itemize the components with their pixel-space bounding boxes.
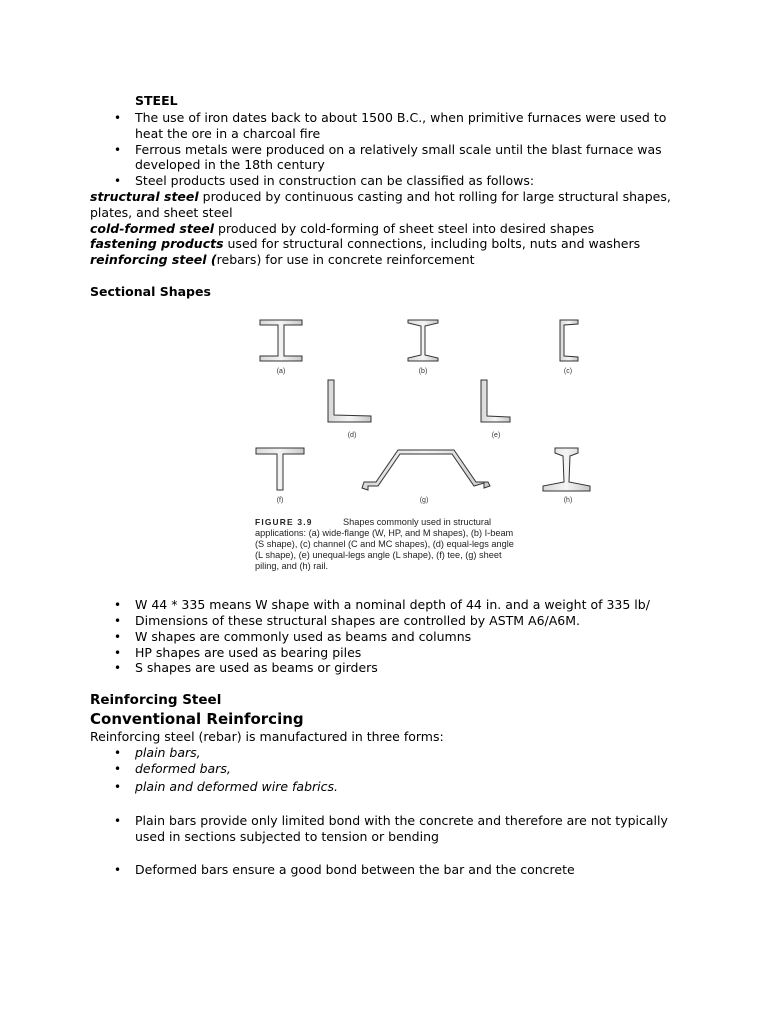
bullet-icon: • xyxy=(114,143,122,157)
steel-bullet-1: The use of iron dates back to about 1500 B.C., when primitive furnaces were used to xyxy=(135,110,667,125)
term: cold-formed steel xyxy=(90,221,215,236)
bullet-icon: • xyxy=(114,814,122,828)
tee-shape xyxy=(256,448,304,490)
bullet-icon: • xyxy=(114,598,122,612)
deformed-bars-note: Deformed bars ensure a good bond between the bar and the concrete xyxy=(135,862,575,877)
figure-label-h: (h) xyxy=(563,497,573,504)
unequal-angle-shape xyxy=(481,380,510,422)
form-item: deformed bars, xyxy=(135,761,231,776)
wide-flange-shape xyxy=(260,320,302,361)
figure-label-c: (c) xyxy=(563,368,573,375)
figure-label-e: (e) xyxy=(491,432,501,439)
channel-shape xyxy=(560,320,578,361)
steel-bullet-2: Ferrous metals were produced on a relatively small scale until the blast furnace was xyxy=(135,142,662,157)
desc: used for structural connections, including bolts, nuts and washers xyxy=(223,236,641,251)
figure-caption-label: FIGURE 3.9 xyxy=(255,517,313,527)
figure-caption-line: (L shape), (e) unequal-legs angle (L shape), (f) tee, (g) sheet xyxy=(255,550,502,560)
class-fastening xyxy=(90,236,640,252)
bullet-icon: • xyxy=(114,746,122,760)
term: reinforcing steel ( xyxy=(90,252,217,267)
bullet-icon: • xyxy=(114,661,122,675)
figure-label-d: (d) xyxy=(347,432,357,439)
bullet-icon: • xyxy=(114,614,122,628)
bullet-icon: • xyxy=(114,174,122,188)
steel-bullet-2-cont: developed in the 18th century xyxy=(135,157,325,172)
figure-label-g: (g) xyxy=(419,497,429,504)
bullet-icon: • xyxy=(114,863,122,877)
steel-bullet-3: Steel products used in construction can be classified as follows: xyxy=(135,173,535,188)
term: fastening products xyxy=(90,236,224,251)
figure-label-f: (f) xyxy=(276,497,284,504)
shapes-bullet: S shapes are used as beams or girders xyxy=(135,660,378,675)
shapes-bullet: W shapes are commonly used as beams and columns xyxy=(135,629,472,644)
shapes-bullet: HP shapes are used as bearing piles xyxy=(135,645,362,660)
class-cold-formed xyxy=(90,221,594,237)
form-item: plain bars, xyxy=(135,745,201,760)
class-structural-cont: plates, and sheet steel xyxy=(90,205,233,220)
shapes-bullet: Dimensions of these structural shapes are controlled by ASTM A6/A6M. xyxy=(135,613,581,628)
plain-bars-note-cont: used in sections subjected to tension or bending xyxy=(135,829,439,844)
figure-caption-line: piling, and (h) rail. xyxy=(255,561,329,571)
steel-heading: STEEL xyxy=(135,93,178,108)
figure-label-a: (a) xyxy=(276,368,286,375)
plain-bars-note: Plain bars provide only limited bond with the concrete and therefore are not typically xyxy=(135,813,668,828)
reinforcing-heading: Reinforcing Steel xyxy=(90,692,222,708)
bullet-icon: • xyxy=(114,630,122,644)
bullet-icon: • xyxy=(114,646,122,660)
conventional-heading: Conventional Reinforcing xyxy=(90,710,304,728)
sectional-shapes-figure xyxy=(248,312,598,577)
figure-caption-line: applications: (a) wide-flange (W, HP, and M shapes), (b) I-beam xyxy=(255,528,514,538)
i-beam-shape xyxy=(408,320,438,361)
rail-shape xyxy=(543,448,590,491)
desc: rebars) for use in concrete reinforcement xyxy=(216,252,475,267)
figure-label-b: (b) xyxy=(418,368,428,375)
steel-bullet-1-cont: heat the ore in a charcoal fire xyxy=(135,126,321,141)
bullet-icon: • xyxy=(114,762,122,776)
sectional-heading: Sectional Shapes xyxy=(90,284,211,299)
equal-angle-shape xyxy=(328,380,371,422)
form-item: plain and deformed wire fabrics. xyxy=(135,779,338,794)
term: structural steel xyxy=(90,189,199,204)
shapes-bullet: W 44 * 335 means W shape with a nominal depth of 44 in. and a weight of 335 lb/ xyxy=(135,597,650,612)
class-reinforcing xyxy=(90,252,474,268)
class-structural xyxy=(90,189,671,205)
desc: produced by continuous casting and hot rolling for large structural shapes, xyxy=(198,189,671,204)
bullet-icon: • xyxy=(114,780,122,794)
bullet-icon: • xyxy=(114,111,122,125)
reinforcing-intro: Reinforcing steel (rebar) is manufactured in three forms: xyxy=(90,729,444,744)
desc: produced by cold-forming of sheet steel into desired shapes xyxy=(214,221,595,236)
sheet-piling-shape xyxy=(362,450,490,490)
figure-caption-line: (S shape), (c) channel (C and MC shapes), (d) equal-legs angle xyxy=(255,539,514,549)
figure-caption-line: Shapes commonly used in structural xyxy=(343,517,492,527)
